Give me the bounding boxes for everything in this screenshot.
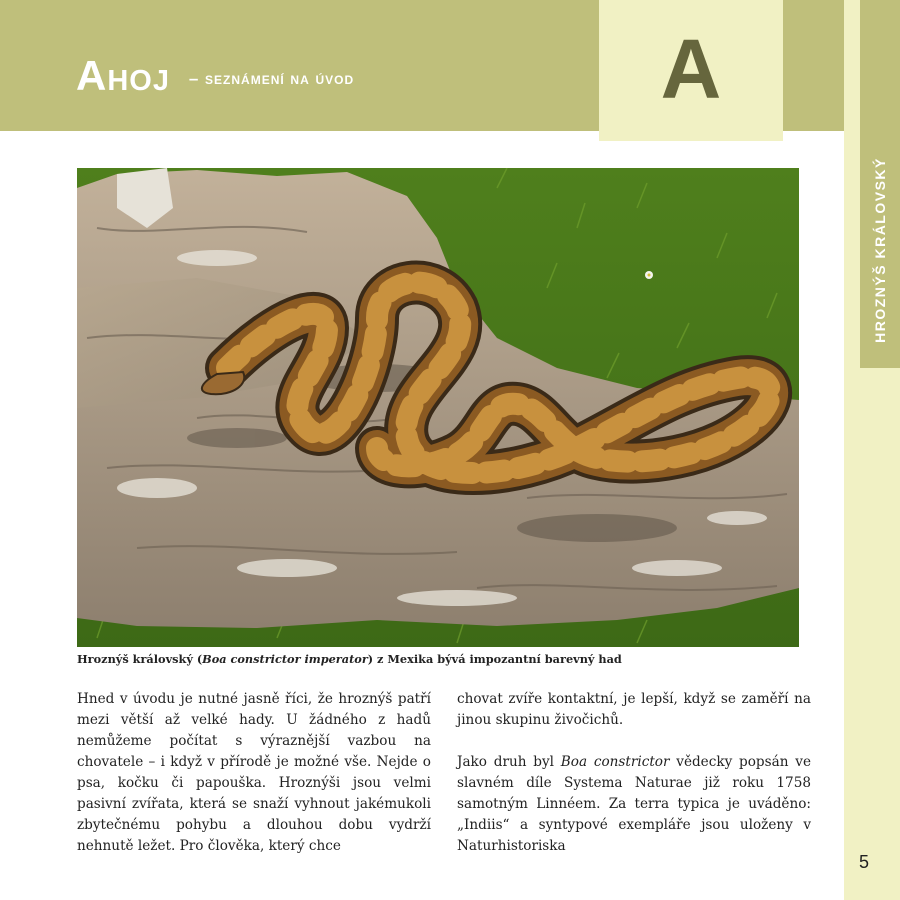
- paragraph-text: Jako druh byl: [457, 754, 561, 770]
- photo-caption: [77, 652, 799, 666]
- side-tab-label: HROZNÝŠ KRÁLOVSKÝ: [872, 157, 888, 343]
- chapter-letter-box: [599, 0, 783, 141]
- caption-text-end: ) z Mexika bývá impozantní barevný had: [367, 652, 622, 666]
- caption-text-start: Hroznýš královský (: [77, 652, 203, 666]
- page-title: [76, 52, 355, 99]
- paragraph: Hned v úvodu je nutné jasně říci, že hroznýš patří mezi větší až velké hady. U žádného z hadů nemůžeme počítat s výraznější vazbou na chovatele – i když v přírodě je možné vše. Nejde o psa, kočku či papouška. Hroznýši jsou velmi pasivní zvířata, která se snaží vyhnout jakémukoli zbytečnému pohybu a dlouhou dobu vydrží nehnutě ležet. Pro člověka, který chce: [77, 691, 431, 854]
- text-column-left: [77, 689, 431, 857]
- paragraph: chovat zvíře kontaktní, je lepší, když se zaměří na jinou skupinu živočichů.: [457, 691, 811, 728]
- paragraph-text: vědecky popsán ve slavném díle Systema Naturae již roku 1758 samotným Linnéem. Za terra typica je uváděno: „Indiis“ a syntypové exempláře jsou uloženy v Naturhistoriska: [457, 754, 811, 854]
- text-column-right: [457, 689, 811, 857]
- title-subtitle: – seznámení na úvod: [188, 69, 355, 88]
- caption-latin-name: Boa constrictor imperator: [202, 652, 368, 666]
- paragraph: [457, 752, 811, 857]
- snake-photo: [77, 168, 799, 647]
- boa-on-cork-bark-image: [77, 168, 799, 647]
- page-number: 5: [858, 852, 869, 872]
- chapter-letter: A: [660, 21, 722, 116]
- title-main: Ahoj: [76, 52, 170, 99]
- latin-name: Boa constrictor: [560, 754, 670, 770]
